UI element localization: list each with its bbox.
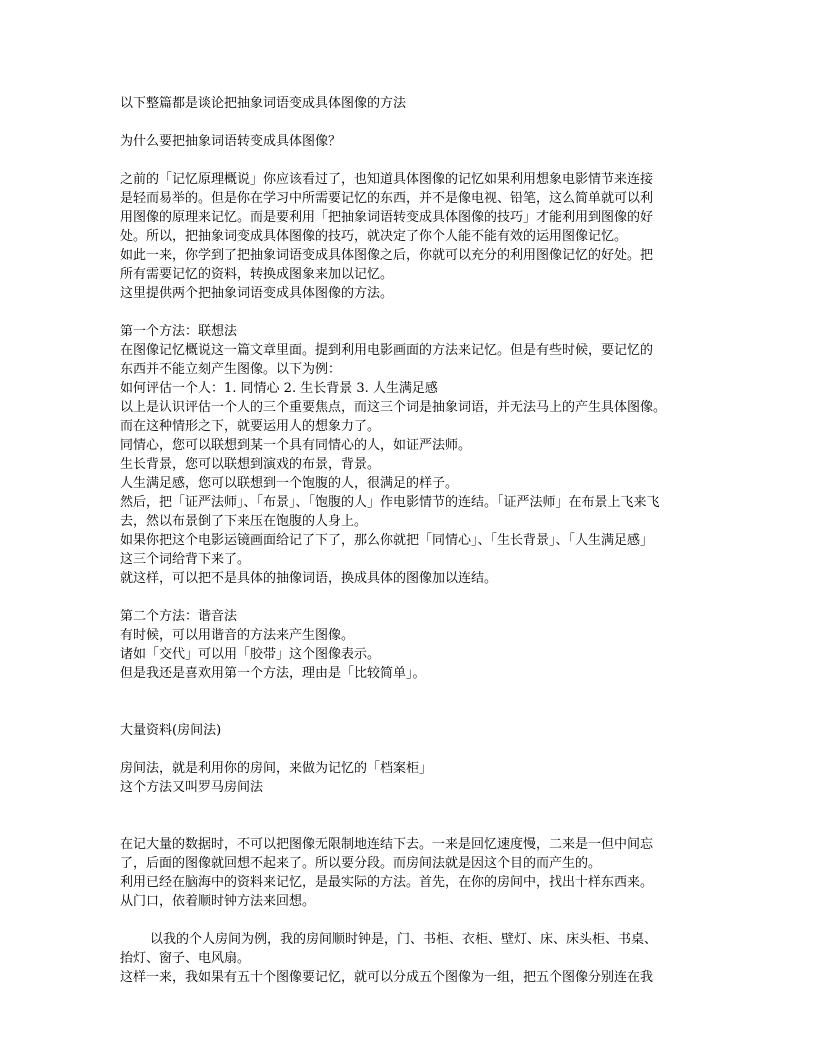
spacer [120, 113, 700, 132]
text-line: 去，然以布景倒了下来压在饱腹的人身上。 [120, 514, 368, 529]
section-question-heading: 为什么要把抽象词语转变成具体图像？ [120, 134, 342, 149]
text-line: 就这样，可以把不是具体的抽像词语，换成具体的图像加以连结。 [120, 571, 498, 586]
text-line: 东西并不能立刻产生图像。以下为例： [120, 362, 342, 377]
text-line: 这里提供两个把抽象词语变成具体图像的方法。 [120, 286, 394, 301]
text-line: 以我的个人房间为例，我的房间顺时钟是，门、书柜、衣柜、壁灯、床、床头柜、书桌、 [150, 932, 658, 947]
section-association-method [120, 322, 700, 588]
section-heading: 第二个方法：谐音法 [120, 609, 238, 624]
text-line: 诸如「交代」可以用「胶带」这个图像表示。 [120, 647, 381, 662]
spacer [120, 151, 700, 170]
text-line: 如此一来，你学到了把抽象词语变成具体图像之后，你就可以充分的利用图像记忆的好处。把 [120, 248, 654, 263]
text-line: 利用已经在脑海中的资料来记忆，是最实际的方法。首先，在你的房间中，找出十样东西来。 [120, 875, 654, 890]
text-line: 在图像记忆概说这一篇文章里面。提到利用电影画面的方法来记忆。但是有些时候，要记忆的 [120, 343, 654, 358]
text-line: 生长背景，您可以联想到演戏的布景，背景。 [120, 457, 381, 472]
text-line: 然后，把「证严法师」、「布景」、「饱腹的人」作电影情节的连结。「证严法师」在布景上飞来飞 [120, 495, 660, 510]
text-line: 用图像的原理来记忆。而是要利用「把抽象词语转变成具体图像的技巧」才能利用到图像的好 [120, 210, 654, 225]
spacer [120, 702, 700, 721]
text-line: 而在这种情形之下，就要运用人的想象力了。 [120, 419, 381, 434]
spacer [120, 588, 700, 607]
text-line: 但是我还是喜欢用第一个方法，理由是「比较简单」。 [120, 666, 426, 681]
doc-intro-line: 以下整篇都是谈论把抽象词语变成具体图像的方法 [120, 96, 407, 111]
text-line: 有时候，可以用谐音的方法来产生图像。 [120, 628, 355, 643]
text-line: 这个方法又叫罗马房间法 [120, 780, 264, 795]
document-page [120, 94, 700, 987]
text-line: 人生满足感，您可以联想到一个饱腹的人，很满足的样子。 [120, 476, 459, 491]
paragraph-why [120, 170, 700, 303]
text-line: 如何评估一个人：1. 同情心 2. 生长背景 3. 人生满足感 [120, 381, 438, 396]
text-line: 所有需要记忆的资料，转换成图象来加以记忆。 [120, 267, 394, 282]
text-line: 了，后面的图像就回想不起来了。所以要分段。而房间法就是因这个目的而产生的。 [120, 856, 602, 871]
spacer [120, 816, 700, 835]
text-line: 以上是认识评估一个人的三个重要焦点，而这三个词是抽象词语，并无法马上的产生具体图像。 [120, 400, 667, 415]
spacer [120, 683, 700, 702]
room-method-intro [120, 759, 700, 797]
text-line: 房间法，就是利用你的房间，来做为记忆的「档案柜」 [120, 761, 433, 776]
spacer [120, 740, 700, 759]
text-line: 是轻而易举的。但是你在学习中所需要记忆的东西，并不是像电视、铅笔，这么简单就可以利 [120, 191, 654, 206]
text-line: 同情心，您可以联想到某一个具有同情心的人，如证严法师。 [120, 438, 472, 453]
spacer [120, 911, 700, 930]
text-line: 在记大量的数据时，不可以把图像无限制地连结下去。一来是回忆速度慢，二来是一但中间忘 [120, 837, 654, 852]
text-line: 如果你把这个电影运镜画面给记了下了，那么你就把「同情心」、「生长背景」、「人生满足感」 [120, 533, 654, 548]
text-line: 处。所以，把抽象词变成具体图像的技巧，就决定了你个人能不能有效的运用图像记忆。 [120, 229, 628, 244]
text-line: 这样一来，我如果有五十个图像要记忆，就可以分成五个图像为一组，把五个图像分别连在我 [120, 970, 654, 985]
spacer [120, 797, 700, 816]
section-homophone-method [120, 607, 700, 683]
spacer [120, 303, 700, 322]
text-line: 之前的「记忆原理概说」你应该看过了，也知道具体图像的记忆如果利用想象电影情节来连接 [120, 172, 654, 187]
section-heading: 第一个方法：联想法 [120, 324, 238, 339]
text-line: 抬灯、窗子、电风扇。 [120, 951, 251, 966]
text-line: 这三个词给背下来了。 [120, 552, 251, 567]
room-method-body [120, 835, 700, 911]
section-heading-room-method: 大量资料(房间法) [120, 723, 222, 738]
room-method-example [120, 930, 700, 987]
text-line: 从门口，依着顺时钟方法来回想。 [120, 894, 316, 909]
